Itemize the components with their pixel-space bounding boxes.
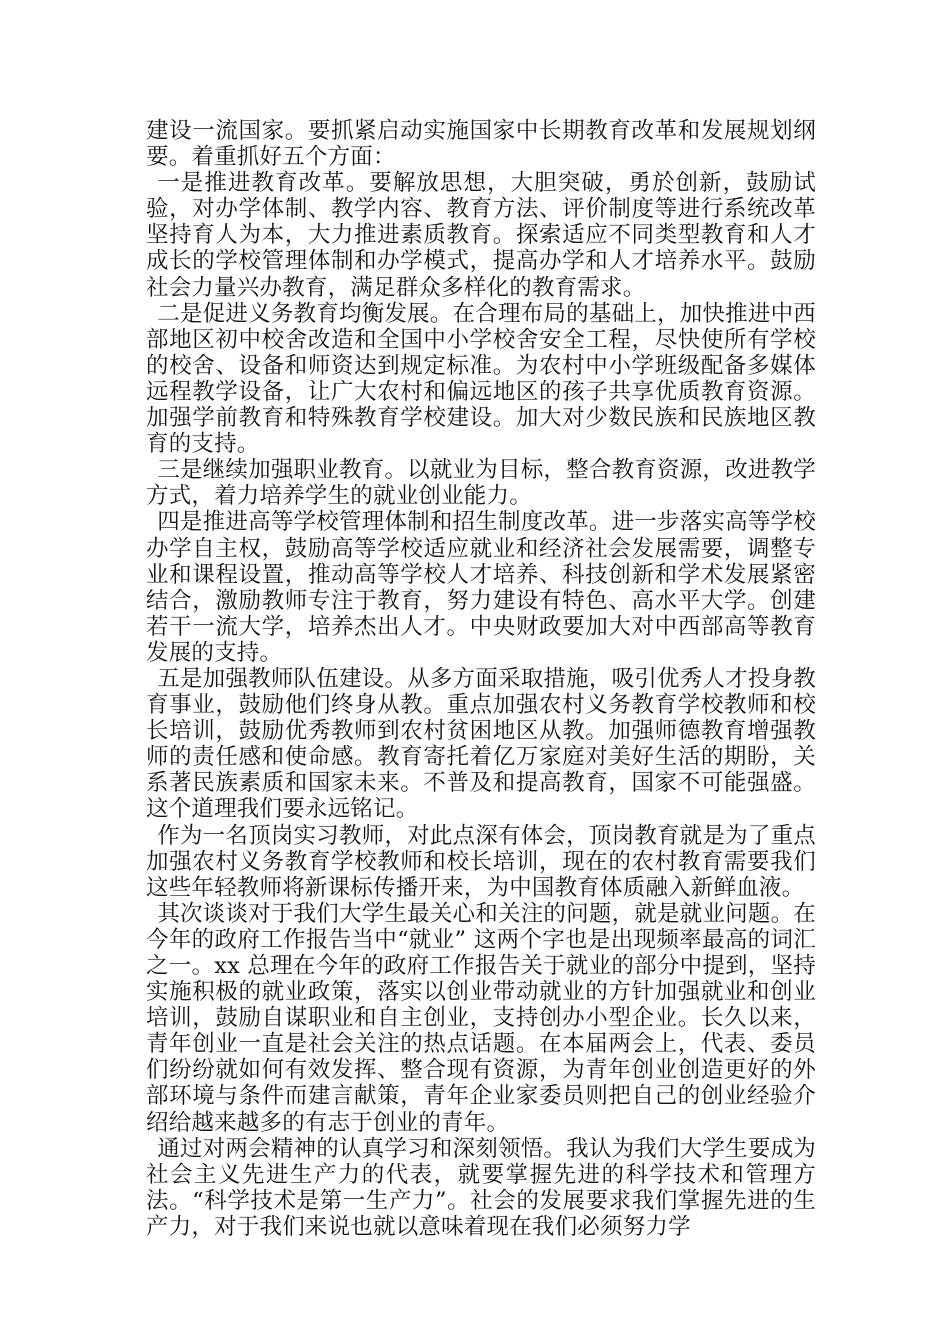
document-body [146,118,816,1240]
paragraph-employment: 其次谈谈对于我们大学生最关心和关注的问题，就是就业问题。在今年的政府工作报告当中“就业” 这两个字也是出现频率最高的词汇之一。xx 总理在今年的政府工作报告关于就业的部分中提到，坚持实施积极的就业政策，落实以创业带动就业的方针加强就业和创业培训，鼓励自谋职业和自主创业，支持创办小型企业。长久以来，青年创业一直是社会关注的热点话题。在本届两会上，代表、委员们纷纷就如何有效发挥、整合现有资源，为青年创业创造更好的外部环境与条件而建言献策，青年企业家委员则把自己的创业经验介绍给越来越多的有志于创业的青年。 [146,900,816,1136]
paragraph-intro: 建设一流国家。要抓紧启动实施国家中长期教育改革和发展规划纲要。着重抓好五个方面： [146,118,816,171]
paragraph-point-one: 一是推进教育改革。要解放思想，大胆突破，勇於创新，鼓励试验，对办学体制、教学内容、教育方法、评价制度等进行系统改革坚持育人为本，大力推进素质教育。探索适应不同类型教育和人才成长的学校管理体制和办学模式，提高办学和人才培养水平。鼓励社会力量兴办教育，满足群众多样化的教育需求。 [146,170,816,301]
paragraph-conclusion: 通过对两会精神的认真学习和深刻领悟。我认为我们大学生要成为社会主义先进生产力的代表，就要掌握先进的科学技术和管理方法。“科学技术是第一生产力”。社会的发展要求我们掌握先进的生产力，对于我们来说也就以意味着现在我们必须努力学 [146,1135,816,1240]
paragraph-point-two: 二是促进义务教育均衡发展。在合理布局的基础上，加快推进中西部地区初中校舍改造和全国中小学校舍安全工程，尽快使所有学校的校舍、设备和师资达到规定标准。为农村中小学班级配备多媒体远程教学设备，让广大农村和偏远地区的孩子共享优质教育资源。加强学前教育和特殊教育学校建设。加大对少数民族和民族地区教育的支持。 [146,300,816,458]
paragraph-point-three: 三是继续加强职业教育。以就业为目标，整合教育资源，改进教学方式，着力培养学生的就业创业能力。 [146,457,816,510]
paragraph-point-four: 四是推进高等学校管理体制和招生制度改革。进一步落实高等学校办学自主权，鼓励高等学校适应就业和经济社会发展需要，调整专业和课程设置，推动高等学校人才培养、科技创新和学术发展紧密结合，激励教师专注于教育，努力建设有特色、高水平大学。创建若干一流大学，培养杰出人才。中央财政要加大对中西部高等教育发展的支持。 [146,509,816,666]
paragraph-point-five: 五是加强教师队伍建设。从多方面采取措施，吸引优秀人才投身教育事业，鼓励他们终身从教。重点加强农村义务教育学校教师和校长培训，鼓励优秀教师到农村贫困地区从教。加强师德教育增强教师的责任感和使命感。教育寄托着亿万家庭对美好生活的期盼，关系著民族素质和国家未来。不普及和提高教育，国家不可能强盛。这个道理我们要永远铭记。 [146,665,816,823]
paragraph-reflection: 作为一名顶岗实习教师，对此点深有体会，顶岗教育就是为了重点加强农村义务教育学校教师和校长培训，现在的农村教育需要我们这些年轻教师将新课标传播开来，为中国教育体质融入新鲜血液。 [146,822,816,901]
